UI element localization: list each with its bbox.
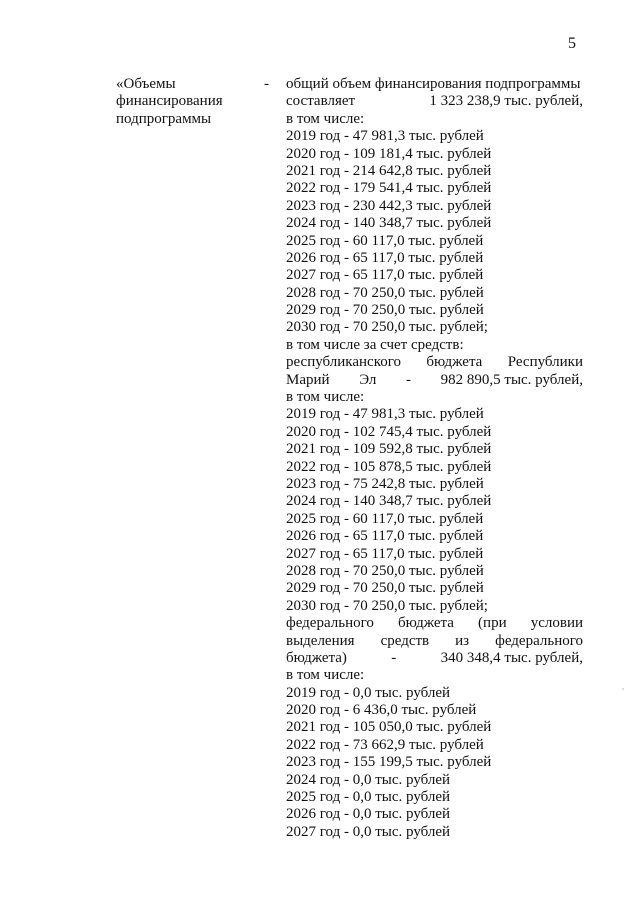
republic-word: Марий: [286, 371, 330, 388]
year-line: 2026 год - 65 117,0 тыс. рублей: [286, 528, 484, 545]
year-line: 2025 год - 60 117,0 тыс. рублей: [286, 510, 484, 527]
federal-dash: -: [391, 649, 397, 666]
year-line: 2022 год - 179 541,4 тыс. рублей: [286, 180, 492, 197]
federal-line-2: [286, 633, 583, 650]
federal-word: федерального: [286, 615, 374, 632]
republic-dash: -: [406, 371, 412, 388]
scan-speck: [622, 688, 624, 690]
year-line: 2027 год - 65 117,0 тыс. рублей: [286, 267, 484, 284]
republic-incl: в том числе:: [286, 389, 365, 406]
year-line: 2025 год - 0,0 тыс. рублей: [286, 789, 451, 806]
federal-word: выделения: [286, 632, 355, 649]
federal-word: федерального: [495, 632, 583, 649]
year-line: 2021 год - 105 050,0 тыс. рублей: [286, 719, 492, 736]
section-label-line: «Объемы: [116, 76, 176, 92]
label-dash: -: [264, 76, 269, 92]
year-line: 2019 год - 0,0 тыс. рублей: [286, 684, 451, 701]
year-line: 2020 год - 6 436,0 тыс. рублей: [286, 702, 477, 719]
republic-years-list: [286, 406, 583, 615]
year-line: 2024 год - 140 348,7 тыс. рублей: [286, 215, 492, 232]
year-line: 2024 год - 0,0 тыс. рублей: [286, 771, 451, 788]
page-number: 5: [568, 35, 576, 52]
federal-line-3: [286, 650, 583, 667]
republic-line-2: [286, 372, 583, 389]
federal-word: условии: [530, 615, 583, 632]
year-line: 2019 год - 47 981,3 тыс. рублей: [286, 406, 484, 423]
year-line: 2021 год - 109 592,8 тыс. рублей: [286, 441, 492, 458]
year-line: 2020 год - 102 745,4 тыс. рублей: [286, 423, 492, 440]
year-line: 2030 год - 70 250,0 тыс. рублей;: [286, 319, 488, 336]
year-line: 2028 год - 70 250,0 тыс. рублей: [286, 284, 484, 301]
total-incl: в том числе:: [286, 110, 365, 127]
total-years-list: [286, 128, 583, 337]
year-line: 2023 год - 75 242,8 тыс. рублей: [286, 475, 484, 492]
year-line: 2020 год - 109 181,4 тыс. рублей: [286, 145, 492, 162]
year-line: 2026 год - 65 117,0 тыс. рублей: [286, 249, 484, 266]
year-line: 2022 год - 73 662,9 тыс. рублей: [286, 736, 484, 753]
republic-amount: 982 890,5 тыс. рублей,: [440, 371, 583, 388]
year-line: 2029 год - 70 250,0 тыс. рублей: [286, 580, 484, 597]
republic-word: республиканского: [286, 354, 401, 371]
federal-incl: в том числе:: [286, 667, 365, 684]
year-line: 2028 год - 70 250,0 тыс. рублей: [286, 562, 484, 579]
year-line: 2027 год - 0,0 тыс. рублей: [286, 823, 451, 840]
republic-word: Республики: [507, 354, 583, 371]
total-word: составляет: [286, 93, 356, 110]
year-line: 2027 год - 65 117,0 тыс. рублей: [286, 545, 484, 562]
total-amount-line: [286, 93, 583, 110]
federal-word: из: [455, 632, 470, 649]
republic-line-1: [286, 354, 583, 371]
year-line: 2023 год - 230 442,3 тыс. рублей: [286, 197, 492, 214]
federal-word: средств: [380, 632, 430, 649]
republic-word: бюджета: [426, 354, 483, 371]
federal-line-1: [286, 615, 583, 632]
year-line: 2026 год - 0,0 тыс. рублей: [286, 806, 451, 823]
year-line: 2023 год - 155 199,5 тыс. рублей: [286, 754, 492, 771]
section-label-line: финансирования: [116, 93, 223, 110]
federal-word: бюджета): [286, 649, 347, 666]
year-line: 2025 год - 60 117,0 тыс. рублей: [286, 232, 484, 249]
republic-word: Эл: [359, 371, 377, 388]
federal-word: (при: [478, 615, 507, 632]
section-label: [116, 76, 256, 128]
sources-heading: в том числе за счет средств:: [286, 336, 464, 353]
federal-word: бюджета: [398, 615, 454, 632]
federal-years-list: [286, 685, 583, 842]
year-line: 2021 год - 214 642,8 тыс. рублей: [286, 162, 492, 179]
section-label-line: подпрограммы: [116, 110, 212, 127]
year-line: 2019 год - 47 981,3 тыс. рублей: [286, 128, 484, 145]
year-line: 2022 год - 105 878,5 тыс. рублей: [286, 458, 492, 475]
federal-amount: 340 348,4 тыс. рублей,: [440, 649, 583, 666]
year-line: 2030 год - 70 250,0 тыс. рублей;: [286, 597, 488, 614]
year-line: 2029 год - 70 250,0 тыс. рублей: [286, 302, 484, 319]
funding-details: [286, 76, 583, 841]
year-line: 2024 год - 140 348,7 тыс. рублей: [286, 493, 492, 510]
total-line: общий объем финансирования подпрограммы: [286, 76, 581, 92]
total-amount: 1 323 238,9 тыс. рублей,: [429, 93, 583, 110]
